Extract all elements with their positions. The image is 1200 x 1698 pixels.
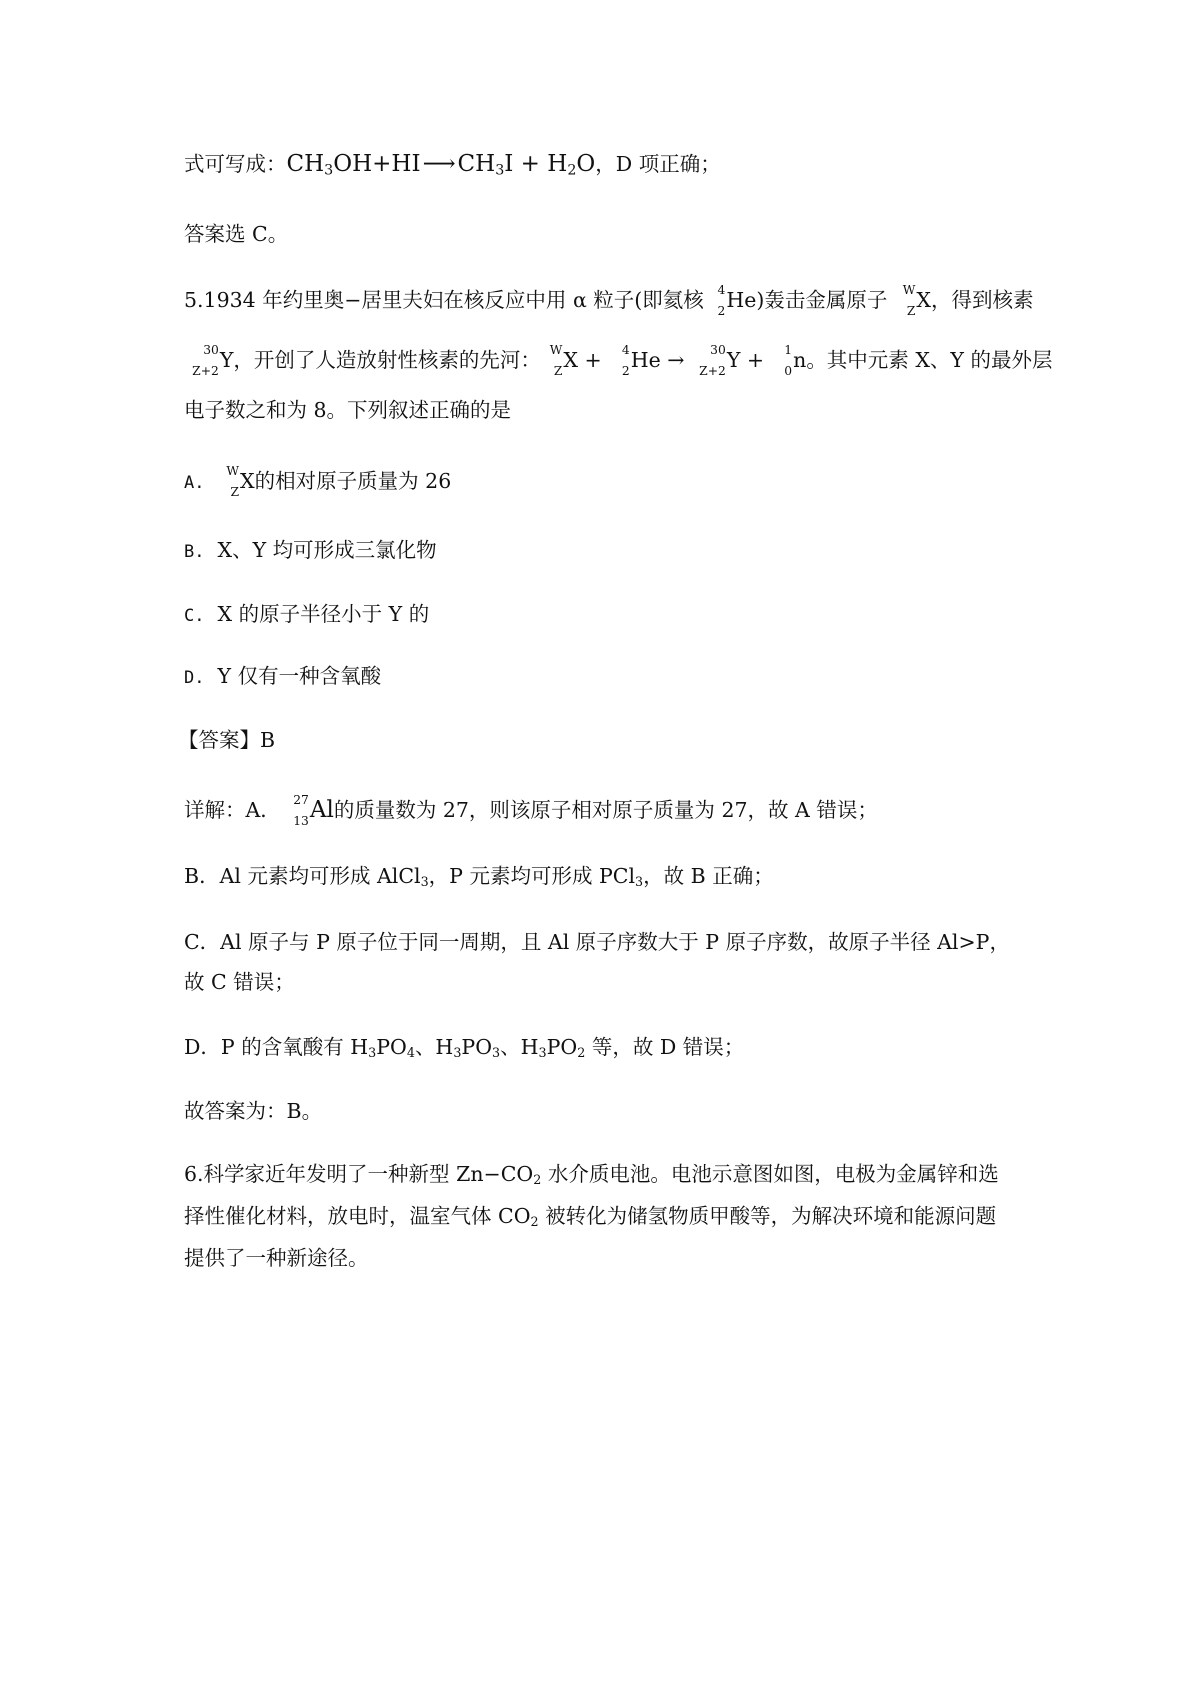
helium-isotope: 4 2 xyxy=(717,283,726,318)
explain-c-1: C．Al 原子与 P 原子位于同一周期，且 Al 原子序数大于 P 原子序数，故原子半径 Al>P， xyxy=(184,930,1010,954)
option-d: D. Y 仅有一种含氧酸 xyxy=(184,664,382,688)
answer: 【答案】B xyxy=(178,728,276,752)
option-b: B. X、Y 均可形成三氯化物 xyxy=(184,538,437,562)
q5-line-3: 电子数之和为 8。下列叙述正确的是 xyxy=(184,398,512,422)
neutron: 1 0 xyxy=(784,343,793,378)
y-isotope: 30 Z+2 xyxy=(192,343,219,378)
final-answer: 故答案为：B。 xyxy=(184,1099,323,1123)
equation: $CH_3OH+HI⟶CH_3I + H_2O$ xyxy=(286,151,596,179)
aluminum-isotope: 27 13 xyxy=(293,793,309,828)
q6-line-1: 6.科学家近年发明了一种新型 $Zn-CO_2$ 水介质电池。电池示意图如图，电极为金属锌和选 xyxy=(184,1162,999,1188)
q4-suffix: ，D 项正确； xyxy=(595,152,721,176)
option-a: A. W Z X的相对原子质量为 26 xyxy=(184,464,452,499)
x-isotope: W Z xyxy=(902,283,916,318)
q6-line-2: 择性催化材料，放电时，温室气体 $CO_2$ 被转化为储氢物质甲酸等，为解决环境和能源问题 xyxy=(184,1204,997,1230)
explain-b: B．Al 元素均可形成 AlCl$_3$，P 元素均可形成 PCl$_3$，故 B 正确； xyxy=(184,864,774,890)
q4-answer: 答案选 C。 xyxy=(184,222,289,246)
explain-c-2: 故 C 错误； xyxy=(184,970,295,994)
option-c: C. X 的原子半径小于 Y 的 xyxy=(184,602,430,626)
q4-equation-line xyxy=(184,150,721,178)
q6-line-3: 提供了一种新途径。 xyxy=(184,1246,369,1270)
q5-line-1: 5.1934 年约里奥−居里夫妇在核反应中用 α 粒子(即氦核 4 2 He)轰击金属原子 W Z X，得到核素 xyxy=(184,283,1034,318)
q5-line-2: 30 Z+2 Y，开创了人造放射性核素的先河： W Z X + 4 2 He → 30 Z+2 Y + 1 0 n。其中元素 X、Y 的最外层 xyxy=(184,345,1052,378)
explain-a: 详解：A． 27 13 Al的质量数为 27，则该原子相对原子质量为 27，故 A 错误； xyxy=(184,793,878,828)
q4-prefix: 式可写成： xyxy=(184,152,287,176)
explain-d: D．P 的含氧酸有 $H_3PO_4$、$H_3PO_3$、$H_3PO_2$ 等，故 D 错误； xyxy=(184,1035,745,1061)
